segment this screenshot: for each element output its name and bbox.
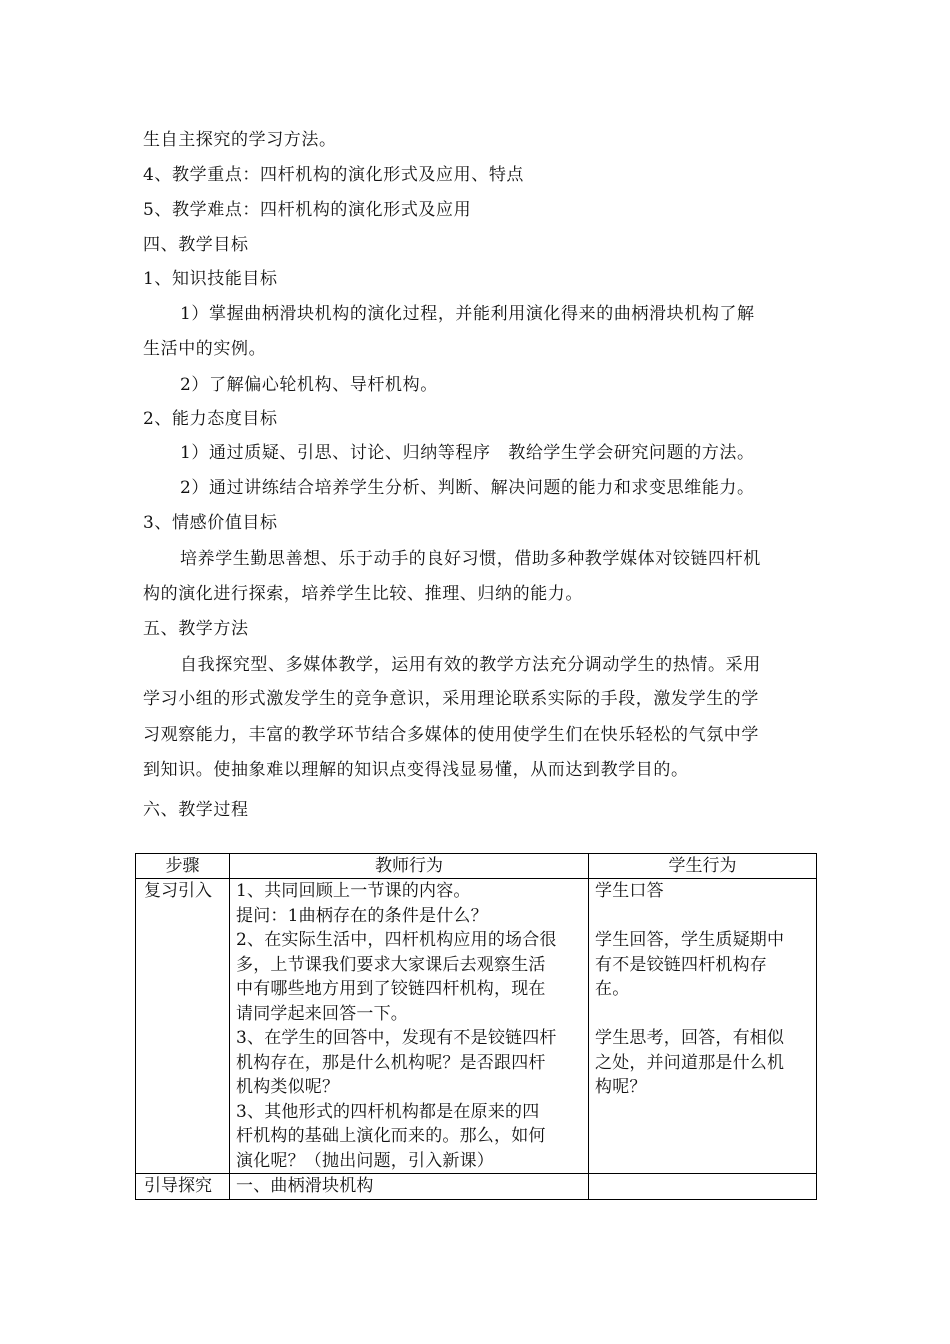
teacher-line: 机构存在，那是什么机构呢？是否跟四杆 [236, 1052, 546, 1073]
student-line: 在。 [595, 979, 630, 999]
body-line: 培养学生勤思善想、乐于动手的良好习惯，借助多种教学媒体对铰链四杆机 [180, 549, 761, 569]
body-line: 2）了解偏心轮机构、导杆机构。 [180, 375, 438, 395]
body-line: 生自主探究的学习方法。 [143, 130, 337, 150]
section-heading-process: 六、教学过程 [143, 800, 249, 820]
student-line: 学生思考，回答，有相似 [595, 1028, 785, 1048]
student-line: 构呢？ [595, 1077, 647, 1097]
step-cell: 引导探究 [136, 1174, 230, 1200]
teacher-cell [230, 1174, 589, 1200]
student-line: 学生回答，学生质疑期中 [595, 930, 785, 950]
step-cell: 复习引入 [136, 879, 230, 1174]
teacher-line: 提问：1曲柄存在的条件是什么？ [236, 905, 488, 926]
body-line: 习观察能力，丰富的教学环节结合多媒体的使用使学生们在快乐轻松的气氛中学 [143, 725, 759, 745]
table-row [136, 879, 817, 1174]
student-cell [589, 879, 817, 1174]
key-point-line: 4、教学重点：四杆机构的演化形式及应用、特点 [143, 165, 525, 185]
teacher-line: 杆机构的基础上演化而来的。那么，如何 [236, 1126, 546, 1146]
header-step: 步骤 [136, 854, 230, 879]
subheading-ability: 2、能力态度目标 [143, 409, 278, 429]
teacher-line: 请同学起来回答一下。 [236, 1003, 408, 1024]
blank-line [595, 1002, 810, 1027]
difficulty-line: 5、教学难点：四杆机构的演化形式及应用 [143, 200, 472, 220]
student-line: 有不是铰链四杆机构存 [595, 954, 767, 975]
teacher-line: 2、在实际生活中，四杆机构应用的场合很 [236, 930, 557, 950]
teacher-line: 中有哪些地方用到了铰链四杆机构，现在 [236, 979, 546, 999]
student-cell [589, 1174, 817, 1200]
teacher-line: 3、在学生的回答中，发现有不是铰链四杆 [236, 1028, 557, 1048]
blank-line [595, 904, 810, 929]
teaching-process-table [135, 853, 817, 1200]
teacher-line: 演化呢？（抛出问题，引入新课） [236, 1150, 494, 1171]
table-row [136, 1174, 817, 1200]
teacher-line: 机构类似呢？ [236, 1077, 340, 1097]
body-line: 学习小组的形式激发学生的竞争意识，采用理论联系实际的手段，激发学生的学 [143, 689, 759, 709]
section-heading-methods: 五、教学方法 [143, 619, 249, 639]
student-line: 学生口答 [595, 881, 664, 901]
teacher-line: 3、其他形式的四杆机构都是在原来的四 [236, 1101, 540, 1122]
subheading-knowledge: 1、知识技能目标 [143, 269, 278, 289]
teacher-cell [230, 879, 589, 1174]
teacher-line: 一、曲柄滑块机构 [236, 1176, 374, 1196]
student-line: 之处，并问道那是什么机 [595, 1052, 785, 1073]
body-line: 生活中的实例。 [143, 339, 267, 359]
body-line: 到知识。使抽象难以理解的知识点变得浅显易懂，从而达到教学目的。 [143, 760, 689, 780]
header-teacher: 教师行为 [230, 854, 589, 879]
body-line: 构的演化进行探索，培养学生比较、推理、归纳的能力。 [143, 584, 583, 604]
body-line: 1）掌握曲柄滑块机构的演化过程，并能利用演化得来的曲柄滑块机构了解 [180, 304, 755, 324]
body-line: 1）通过质疑、引思、讨论、归纳等程序 教给学生学会研究问题的方法。 [180, 443, 755, 463]
subheading-emotion: 3、情感价值目标 [143, 513, 278, 533]
table-header-row [136, 854, 817, 879]
teacher-line: 1、共同回顾上一节课的内容。 [236, 881, 471, 901]
section-heading-objectives: 四、教学目标 [143, 235, 249, 255]
teacher-line: 多，上节课我们要求大家课后去观察生活 [236, 954, 546, 975]
body-line: 2）通过讲练结合培养学生分析、判断、解决问题的能力和求变思维能力。 [180, 478, 755, 498]
header-student: 学生行为 [589, 854, 817, 879]
body-line: 自我探究型、多媒体教学，运用有效的教学方法充分调动学生的热情。采用 [180, 655, 761, 675]
